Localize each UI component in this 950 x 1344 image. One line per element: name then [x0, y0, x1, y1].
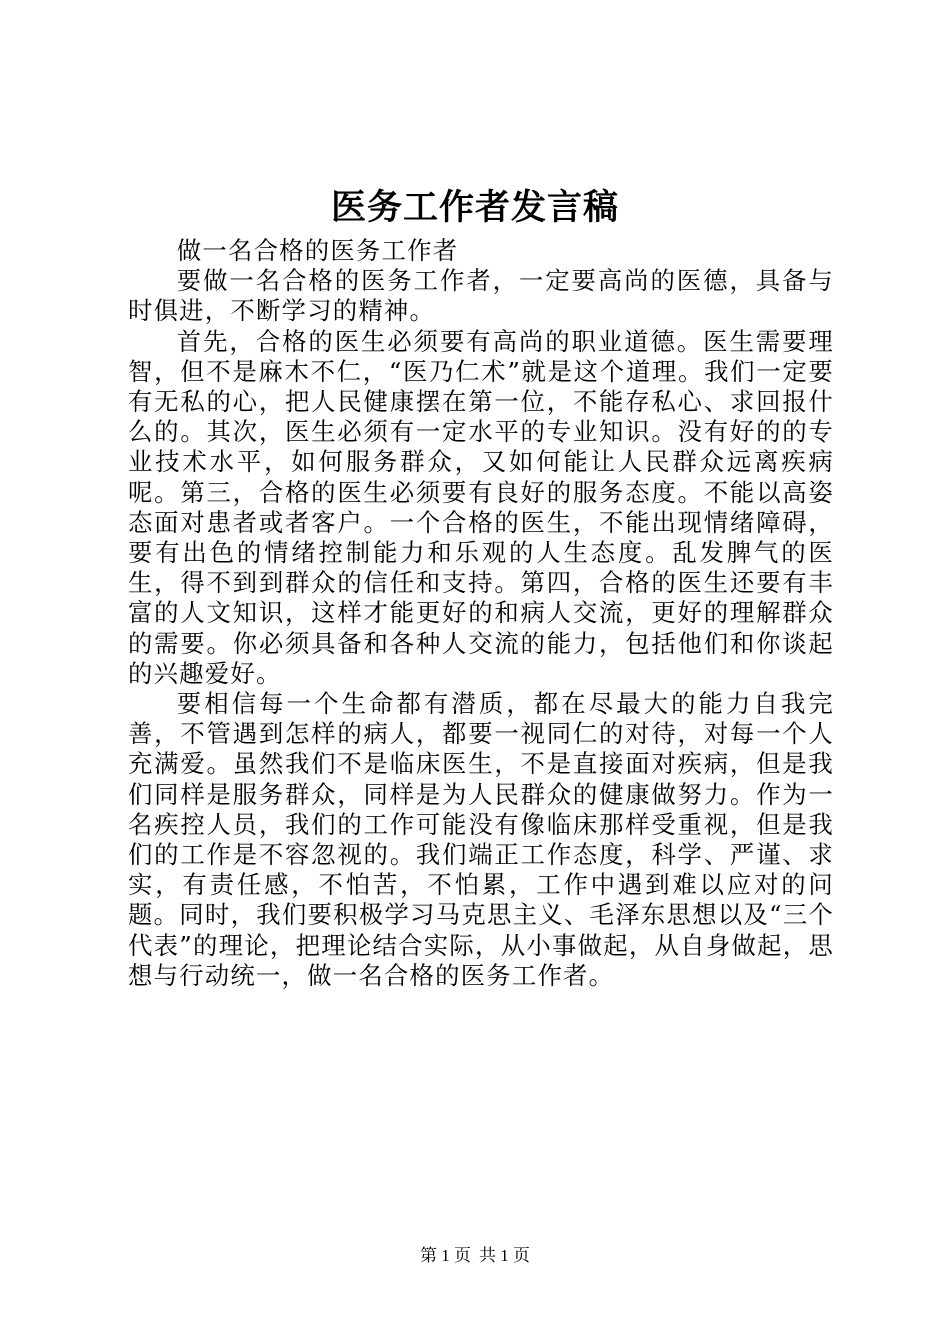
subtitle-paragraph: 做一名合格的医务工作者: [176, 236, 459, 265]
page-footer: [0, 1244, 950, 1268]
document-body: [128, 236, 834, 991]
closing-paragraph: 要相信每一个生命都有潜质，都在尽最大的能力自我完善，不管遇到怎样的病人，都要一视同仁的对待，对每一个人充满爱。虽然我们不是临床医生，不是直接面对疾病，但是我们同样是服务群众，同样是为人民群众的健康做努力。作为一名疾控人员，我们的工作可能没有像临床那样受重视，但是我们的工作是不容忽视的。我们端正工作态度，科学、严谨、求实，有责任感，不怕苦，不怕累，工作中遇到难以应对的问题。同时，我们要积极学习马克思主义、毛泽东思想以及“三个代表”的理论，把理论结合实际，从小事做起，从自身做起，思想与行动统一，做一名合格的医务工作者。: [128, 689, 834, 990]
page-total: 共 1 页: [479, 1246, 530, 1265]
document-title: 医务工作者发言稿: [330, 187, 619, 228]
body-paragraph: 首先，合格的医生必须要有高尚的职业道德。医生需要理智，但不是麻木不仁，“医乃仁术”就是这个道理。我们一定要有无私的心，把人民健康摆在第一位，不能存私心、求回报什么的。其次，医生必须有一定水平的专业知识。没有好的的专业技术水平，如何服务群众，又如何能让人民群众远离疾病呢。第三，合格的医生必须要有良好的服务态度。不能以高姿态面对患者或者客户。一个合格的医生，不能出现情绪障碍，要有出色的情绪控制能力和乐观的人生态度。乱发脾气的医生，得不到到群众的信任和支持。第四，合格的医生还要有丰富的人文知识，这样才能更好的和病人交流，更好的理解群众的需要。你必须具备和各种人交流的能力，包括他们和你谈起的兴趣爱好。: [128, 326, 834, 688]
page-number: 第 1 页: [420, 1246, 471, 1265]
intro-paragraph: 要做一名合格的医务工作者，一定要高尚的医德，具备与时俱进，不断学习的精神。: [128, 266, 834, 326]
